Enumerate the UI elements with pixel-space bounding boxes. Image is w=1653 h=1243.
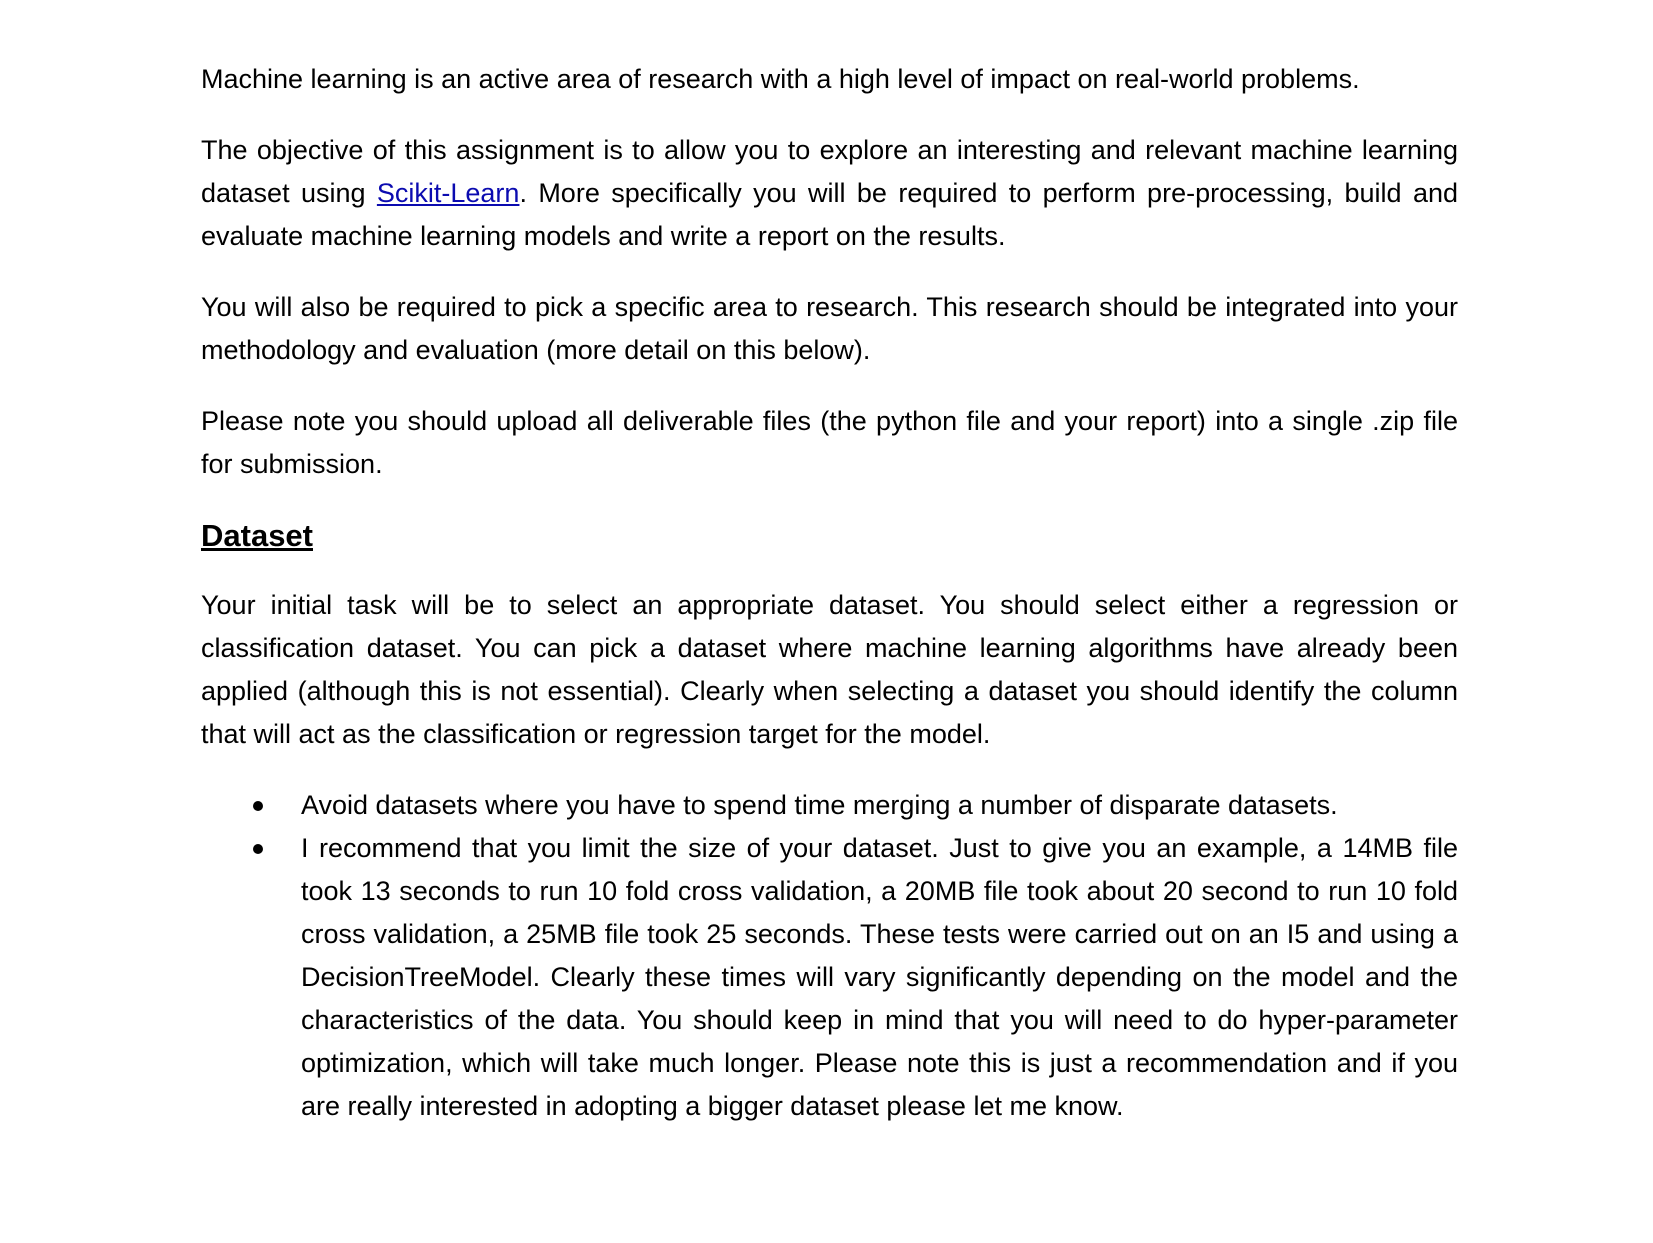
objective-text-end: . More specifically you will be required to perform pre-processing, build and evaluate machine learning models and write a report on the results. (201, 178, 1458, 251)
bullet-text: I recommend that you limit the size of your dataset. Just to give you an example, a 14MB file took 13 seconds to run 10 fold cross validation, a 20MB file took about 20 second to run 10 fold cross validation, a 25MB file took 25 seconds. These tests were carried out on an I5 and using a DecisionTreeModel. Clearly these times will vary significantly depending on the model and the characteristics of the data. You should keep in mind that you will need to do hyper-parameter optimization, which will take much longer. Please note this is just a recommendation and if you are really interested in adopting a bigger dataset please let me know. (301, 833, 1458, 1121)
objective-text-start: The objective of this assignment is to allow you to explore an interesting and relevant machine learning dataset using (201, 135, 1458, 208)
document-page (201, 58, 1458, 1128)
dataset-paragraph: Your initial task will be to select an appropriate dataset. You should select either a regression or classification dataset. You can pick a dataset where machine learning algorithms have already been applied (although this is not essential). Clearly when selecting a dataset you should identify the column that will act as the classification or regression target for the model. (201, 590, 1458, 749)
bullet-dot-icon (253, 801, 263, 811)
intro-paragraph: Machine learning is an active area of research with a high level of impact on real-world problems. (201, 64, 1360, 94)
bullet-dot-icon (253, 844, 263, 854)
scikit-learn-link[interactable]: Scikit-Learn (376, 178, 520, 208)
research-paragraph: You will also be required to pick a specific area to research. This research should be integrated into your methodology and evaluation (more detail on this below). (201, 292, 1458, 365)
upload-paragraph: Please note you should upload all deliverable files (the python file and your report) into a single .zip file for submission. (201, 406, 1458, 479)
dataset-bullet-list (201, 784, 1458, 1128)
bullet-text: Avoid datasets where you have to spend time merging a number of disparate datasets. (301, 790, 1338, 820)
objective-paragraph (201, 129, 1458, 258)
dataset-heading: Dataset (201, 518, 313, 553)
bullet-item (201, 827, 1458, 1128)
bullet-item (201, 784, 1458, 827)
